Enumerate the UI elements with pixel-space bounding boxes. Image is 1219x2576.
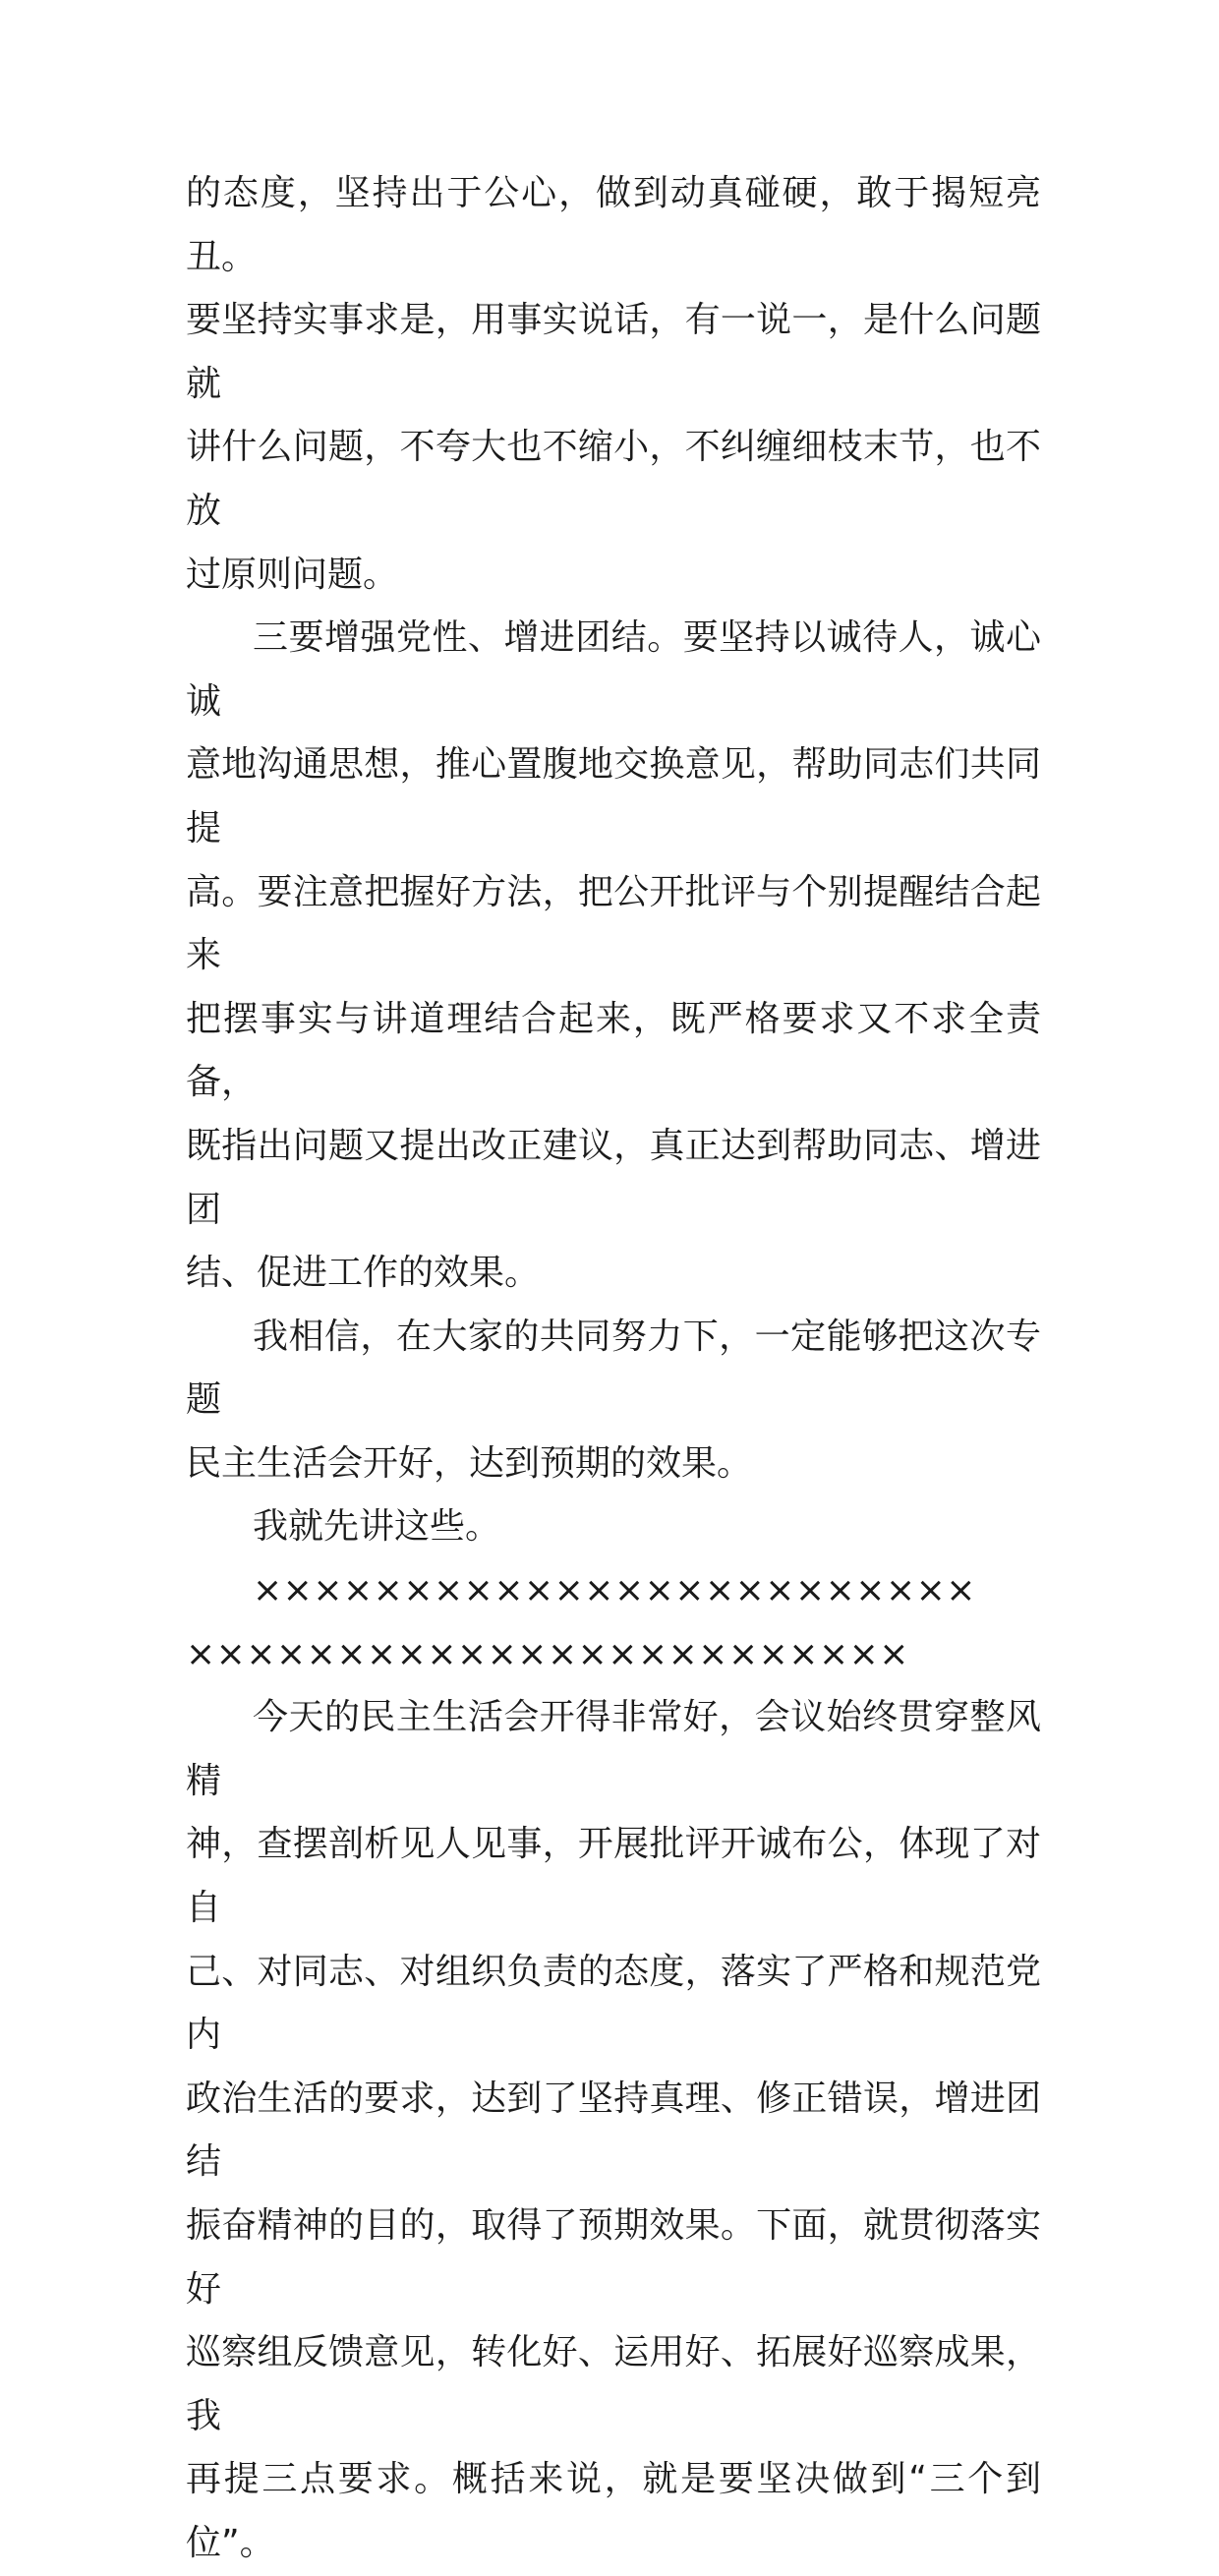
paragraph-belief: 我相信，在大家的共同努力下，一定能够把这次专题 民主生活会开好，达到预期的效果。 xyxy=(186,1316,1041,1484)
paragraph-continuation: 的态度，坚持出于公心，做到动真碰硬，敢于揭短亮丑。 要坚持实事求是，用事实说话，有一说一，是什么问题就 讲什么问题，不夸大也不缩小，不纠缠细枝末节，也不放 过原则问题。 xyxy=(186,173,1041,595)
paragraph-closing-remark: 我就先讲这些。 xyxy=(253,1506,501,1548)
paragraph-meeting-summary: 今天的民主生活会开得非常好，会议始终贯穿整风精 神，查摆剖析见人见事，开展批评开诚布公，体现了对自 己、对同志、对组织负责的态度，落实了严格和规范党内 政治生活的要求，达到了坚持真理、修正错误，增进团结 振奋精神的目的，取得了预期效果。下面，就贯彻落实好 巡察组反馈意见，转化好、运用好、拓展好巡察成果，我 再提三点要求。概括来说，就是要坚决做到“三个到位”。 xyxy=(186,1697,1041,2563)
paragraph-strengthen-party-spirit: 三要增强党性、增进团结。要坚持以诚待人，诚心诚 意地沟通思想，推心置腹地交换意见，帮助同志们共同提 高。要注意把握好方法，把公开批评与个别提醒结合起来 把摆事实与讲道理结合起来，既严格要求又不求全责备， 既指出问题又提出改正建议，真正达到帮助同志、增进团 结、促进工作的效果。 xyxy=(186,617,1041,1294)
document-body xyxy=(186,162,1041,2576)
section-separator: ×××××××××××××××××××××××× ×××××××××××××××××××××××× xyxy=(186,1570,976,1674)
